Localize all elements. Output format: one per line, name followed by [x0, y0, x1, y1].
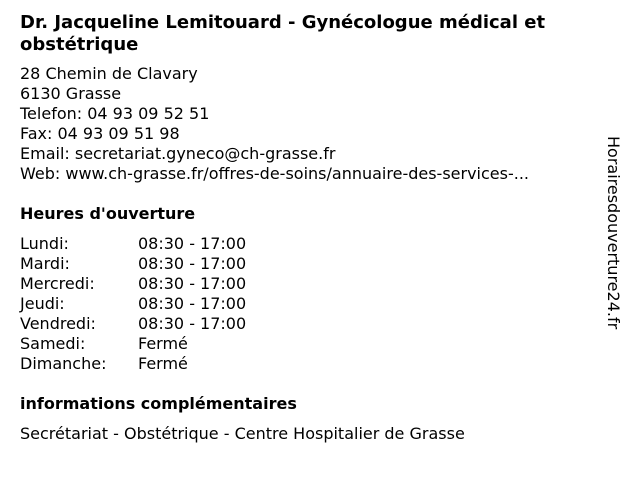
site-watermark: Horairesdouverture24.fr [604, 136, 623, 330]
fax-number: Fax: 04 93 09 51 98 [20, 124, 180, 143]
hours-row-tuesday [20, 254, 246, 274]
info-text: Secrétariat - Obstétrique - Centre Hospitalier de Grasse [20, 424, 465, 443]
time-value: 08:30 - 17:00 [138, 254, 247, 273]
day-label: Dimanche: [20, 354, 107, 373]
time-value: Fermé [138, 334, 188, 353]
time-value: 08:30 - 17:00 [138, 274, 247, 293]
email-link[interactable]: Email: secretariat.gyneco@ch-grasse.fr [20, 144, 336, 163]
hours-row-friday [20, 314, 246, 334]
day-label: Mercredi: [20, 274, 95, 293]
hours-heading: Heures d'ouverture [20, 204, 196, 223]
hours-row-monday [20, 234, 246, 254]
page-title: Dr. Jacqueline Lemitouard - Gynécologue médical et obstétrique [20, 12, 546, 55]
hours-row-sunday [20, 354, 246, 374]
day-label: Lundi: [20, 234, 69, 253]
website-link[interactable]: Web: www.ch-grasse.fr/offres-de-soins/annuaire-des-services-... [20, 164, 529, 183]
day-label: Samedi: [20, 334, 86, 353]
opening-hours-list [20, 234, 246, 374]
time-value: 08:30 - 17:00 [138, 234, 247, 253]
day-label: Jeudi: [20, 294, 65, 313]
hours-row-thursday [20, 294, 246, 314]
street-address: 28 Chemin de Clavary [20, 64, 198, 83]
hours-row-saturday [20, 334, 246, 354]
time-value: 08:30 - 17:00 [138, 314, 247, 333]
time-value: Fermé [138, 354, 188, 373]
info-heading: informations complémentaires [20, 394, 297, 413]
time-value: 08:30 - 17:00 [138, 294, 247, 313]
phone-number[interactable]: Telefon: 04 93 09 52 51 [20, 104, 210, 123]
day-label: Mardi: [20, 254, 70, 273]
hours-row-wednesday [20, 274, 246, 294]
day-label: Vendredi: [20, 314, 96, 333]
city-address: 6130 Grasse [20, 84, 122, 103]
contact-block [20, 64, 529, 184]
